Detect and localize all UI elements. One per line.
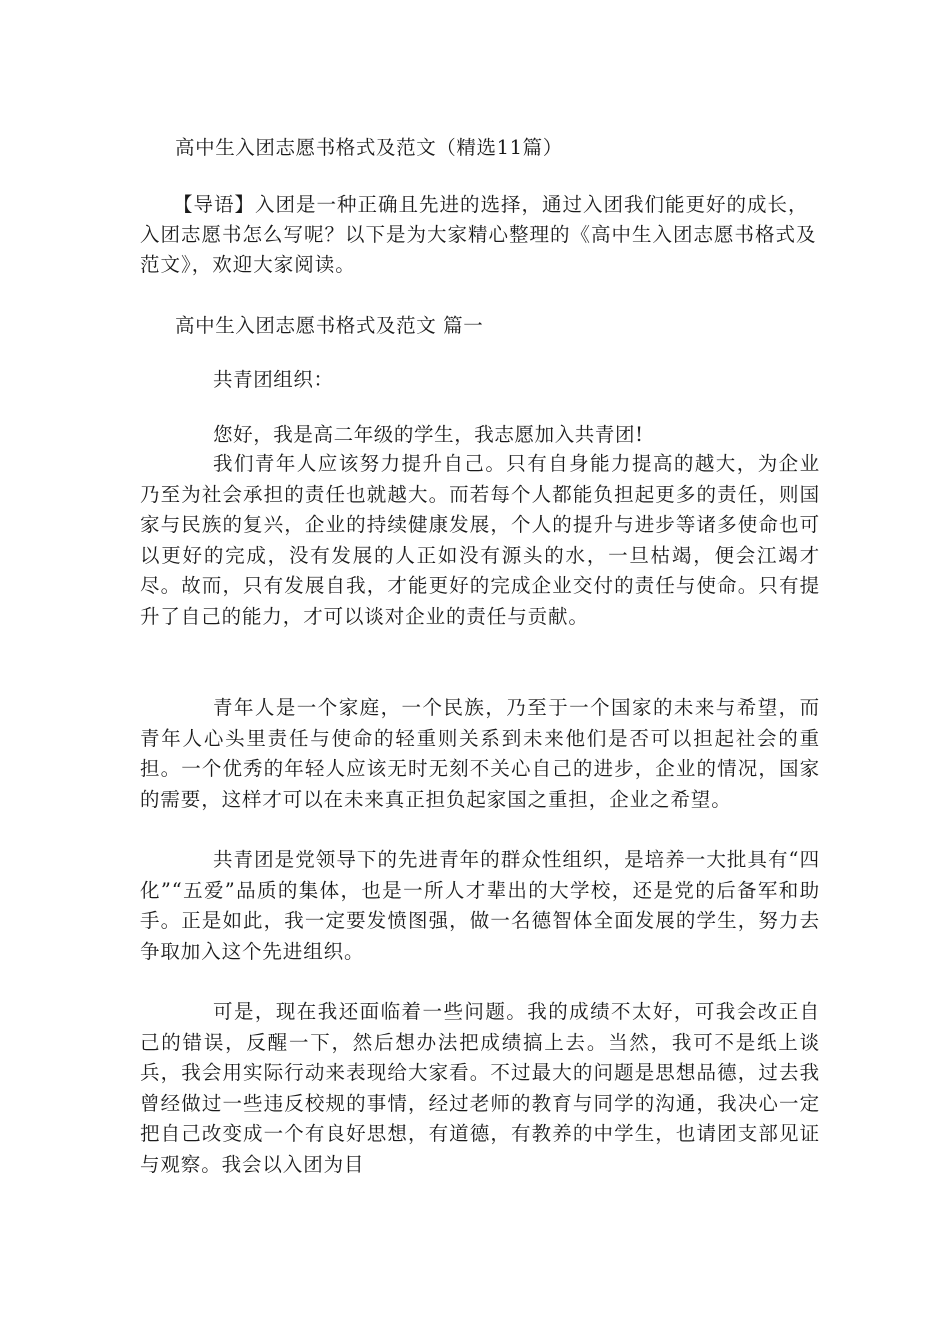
- body-paragraph: 青年人是一个家庭，一个民族，乃至于一个国家的未来与希望，而青年人心头里责任与使命的轻重则关系到未来他们是否可以担起社会的重担。一个优秀的年轻人应该无时无刻不关心自己的进步，企业的情况，国家的需要，这样才可以在未来真正担负起家国之重担，企业之希望。: [140, 696, 820, 811]
- body-paragraph: 共青团是党领导下的先进青年的群众性组织，是培养一大批具有“四化”“五爱”品质的集体，也是一所人才辈出的大学校，还是党的后备军和助手。正是如此，我一定要发愤图强，做一名德智体全面发展的学生，努力去争取加入这个先进组织。: [140, 848, 820, 963]
- salutation: 共青团组织：: [213, 368, 334, 391]
- intro-paragraph: 【导语】入团是一种正确且先进的选择，通过入团我们能更好的成长，入团志愿书怎么写呢？以下是为大家精心整理的《高中生入团志愿书格式及范文》，欢迎大家阅读。: [140, 193, 817, 276]
- greeting: 您好，我是高二年级的学生，我志愿加入共青团!: [213, 423, 644, 446]
- body-paragraph: 可是，现在我还面临着一些问题。我的成绩不太好，可我会改正自己的错误，反醒一下，然后想办法把成绩搞上去。当然，我可不是纸上谈兵，我会用实际行动来表现给大家看。不过最大的问题是思想品德，过去我曾经做过一些违反校规的事情，经过老师的教育与同学的沟通，我决心一定把自己改变成一个有良好思想，有道德，有教养的中学生，也请团支部见证与观察。我会以入团为目: [140, 1000, 820, 1176]
- body-paragraph: 我们青年人应该努力提升自己。只有自身能力提高的越大，为企业乃至为社会承担的责任也就越大。而若每个人都能负担起更多的责任，则国家与民族的复兴，企业的持续健康发展，个人的提升与进步等诸多使命也可以更好的完成，没有发展的人正如没有源头的水，一旦枯竭，便会江竭才尽。故而，只有发展自我，才能更好的完成企业交付的责任与使命。只有提升了自己的能力，才可以谈对企业的责任与贡献。: [140, 452, 820, 628]
- section-heading: 高中生入团志愿书格式及范文 篇一: [175, 314, 484, 337]
- document-title: 高中生入团志愿书格式及范文（精选11篇）: [175, 136, 563, 159]
